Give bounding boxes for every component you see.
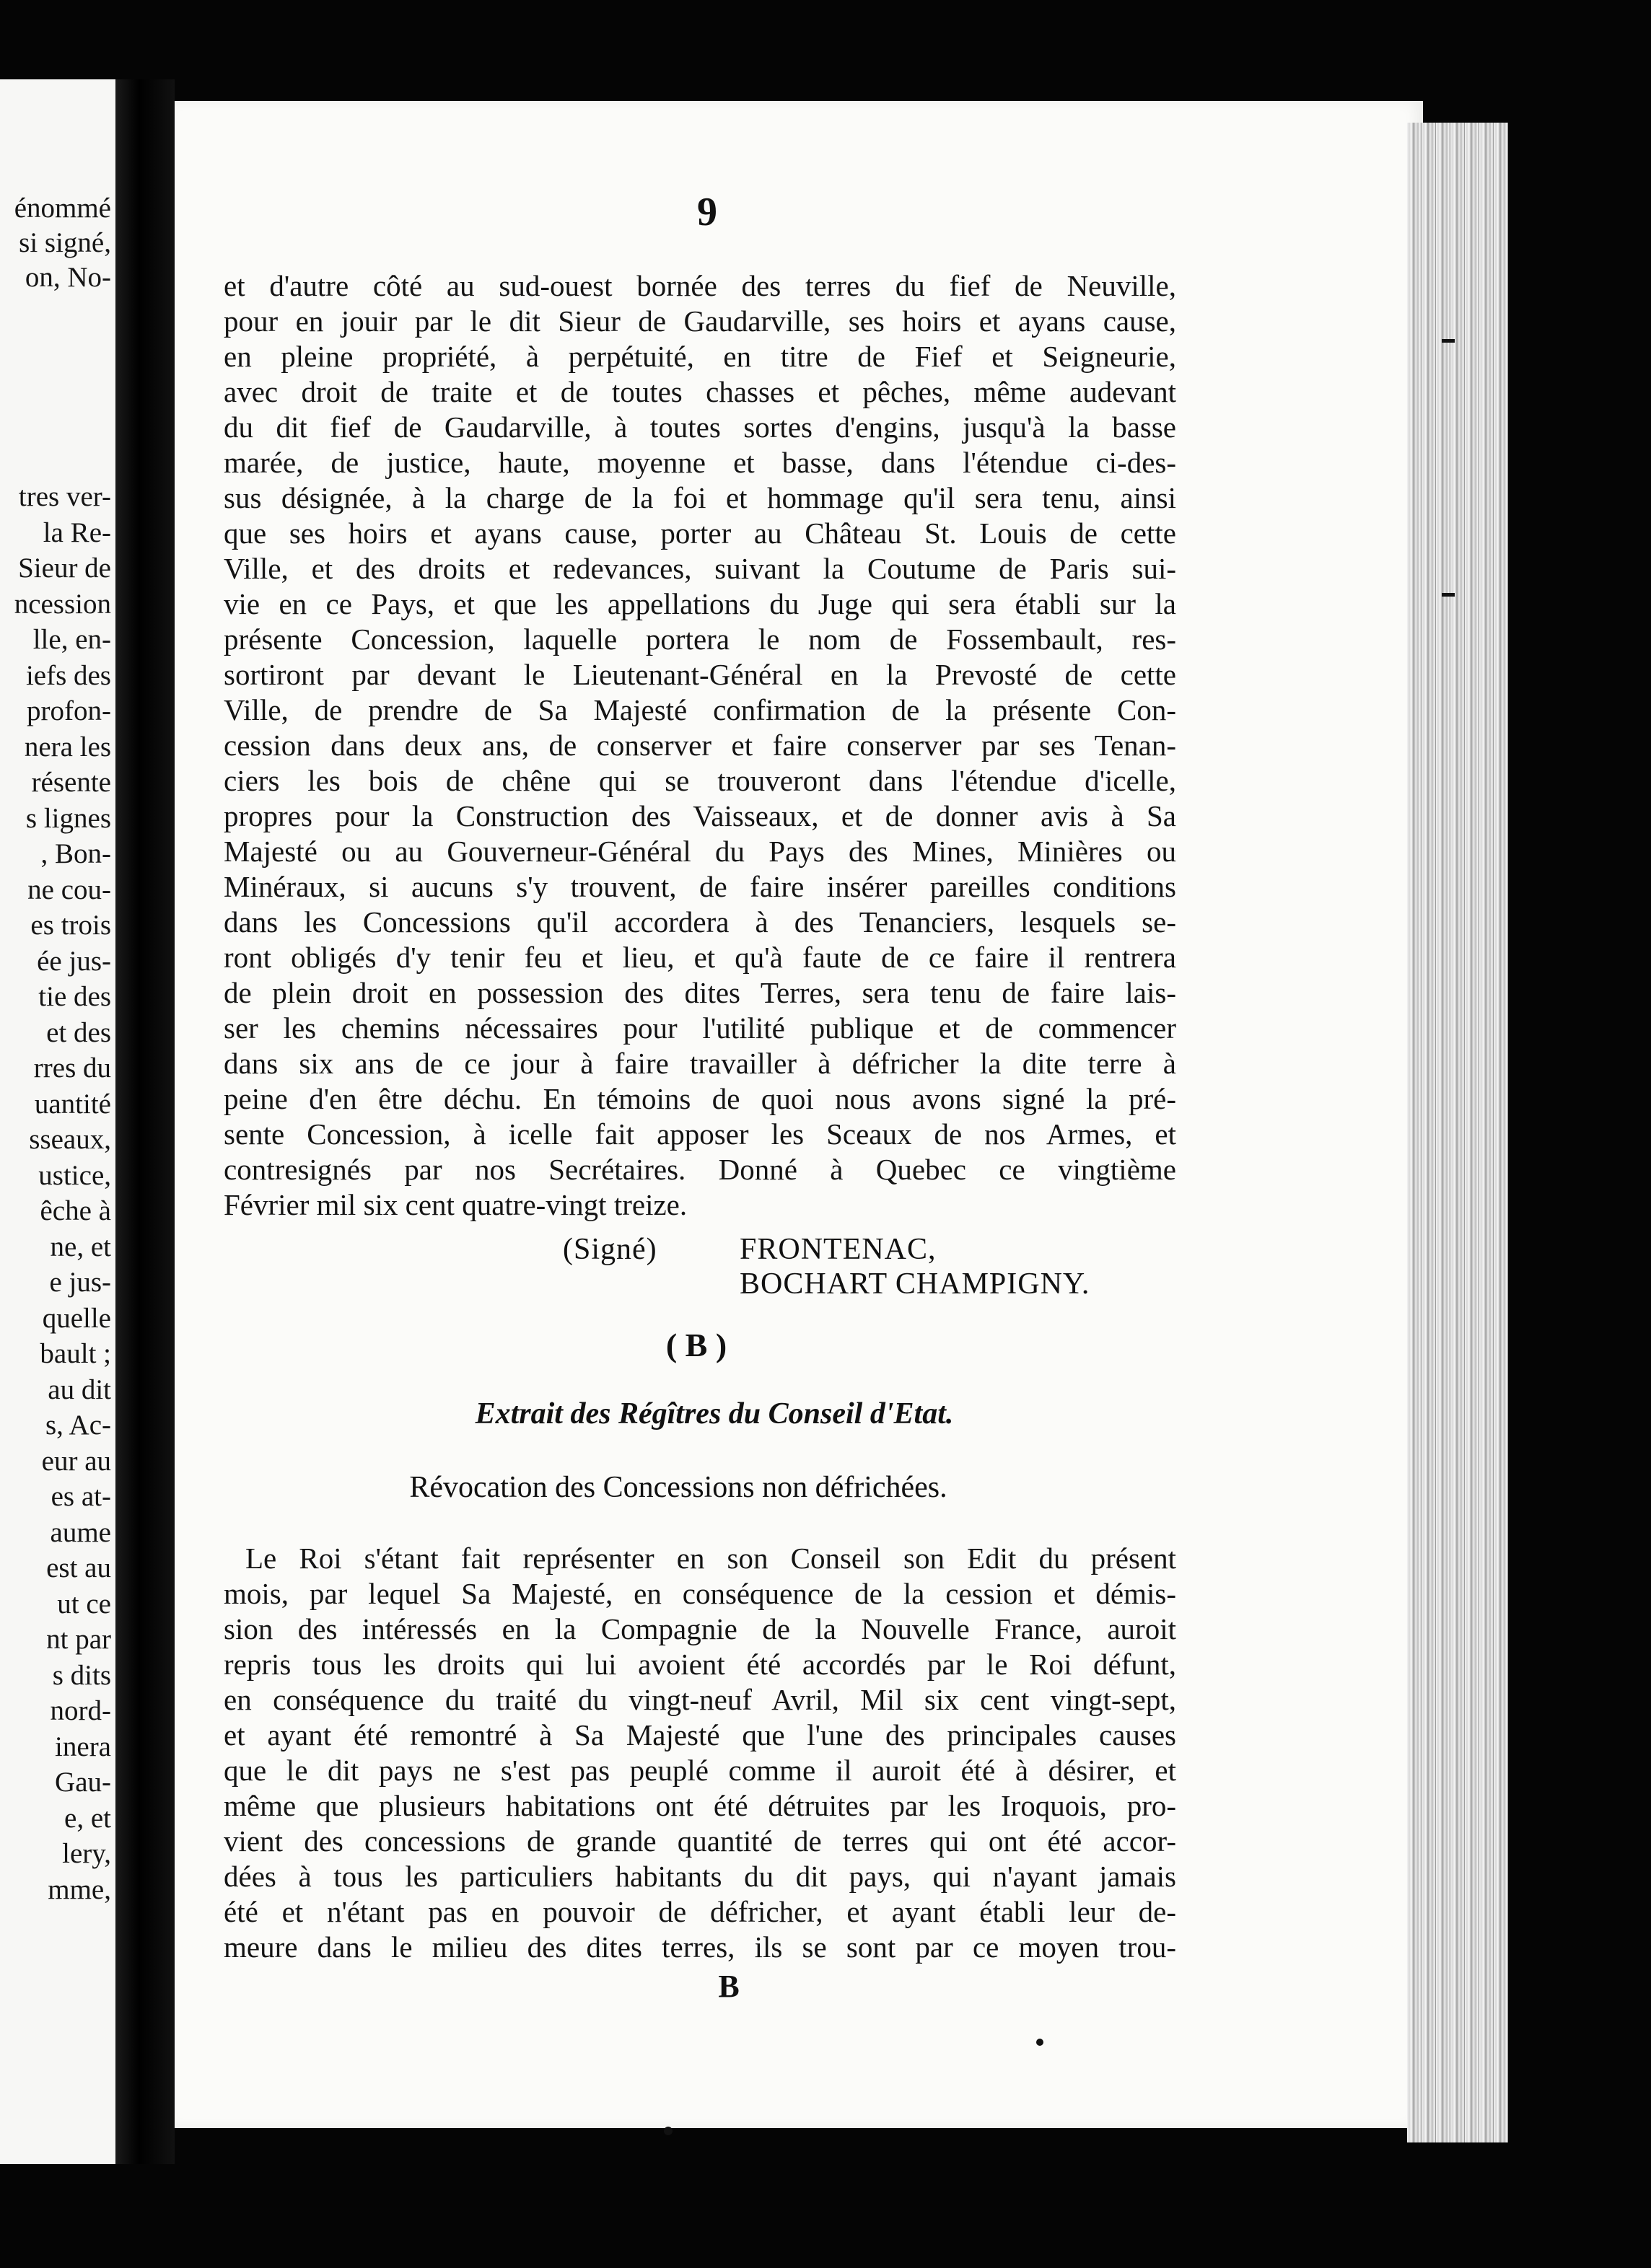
left-page-fragment: tie des [38, 981, 111, 1012]
page-edges [1407, 123, 1508, 2142]
revocation-heading: Révocation des Concessions non défrichées. [409, 1471, 947, 1504]
left-page-fragment: iefs des [25, 659, 111, 691]
page-number: 9 [697, 190, 717, 234]
left-page-fragment: résente [31, 767, 111, 798]
left-page-fragment: s, Ac- [45, 1410, 111, 1441]
left-page-fragment: êche à [40, 1195, 111, 1226]
page-edge-mark [1442, 339, 1455, 343]
page-edge-mark [1442, 593, 1455, 597]
body-line: Février mil six cent quatre-vingt treize. [224, 1188, 688, 1221]
left-page-fragment: e jus- [49, 1267, 111, 1298]
body-line: et d'autre côté au sud-ouest bornée des terres du fief de Neuville, [224, 269, 1176, 302]
body-line: sente Concession, à icelle fait apposer les Sceaux de nos Armes, et [224, 1117, 1176, 1151]
left-page-fragment: Gau- [55, 1767, 111, 1798]
body-line: Ville, de prendre de Sa Majesté confirmation de la présente Con- [224, 693, 1176, 726]
body-line: du dit fief de Gaudarville, à toutes sortes d'engins, jusqu'à la basse [224, 410, 1176, 444]
left-page-fragment: eur au [41, 1445, 111, 1477]
left-page-fragment: profon- [27, 695, 111, 726]
left-page-fragment: sseaux, [29, 1124, 111, 1155]
left-page-fragment: ée jus- [37, 945, 111, 977]
left-page-fragment: es at- [51, 1481, 111, 1512]
body-line: contresignés par nos Secrétaires. Donné à Quebec ce vingtième [224, 1153, 1176, 1186]
left-page-fragment: ut ce [57, 1588, 111, 1619]
second-body-line: mois, par lequel Sa Majesté, en conséquence de la cession et démis- [224, 1577, 1176, 1610]
left-page-fragment: énommé [14, 193, 111, 224]
body-line: propres pour la Construction des Vaisseaux, et de donner avis à Sa [224, 799, 1176, 832]
body-line: marée, de justice, haute, moyenne et basse, dans l'étendue ci-des- [224, 446, 1176, 479]
body-line: dans six ans de ce jour à faire travailler à défricher la dite terre à [224, 1047, 1176, 1080]
extract-heading: Extrait des Régîtres du Conseil d'Etat. [475, 1397, 954, 1430]
left-page-fragment: inera [55, 1731, 111, 1762]
body-line: dans les Concessions qu'il accordera à des Tenanciers, lesquels se- [224, 905, 1176, 939]
signed-label: (Signé) [563, 1233, 657, 1266]
body-line: vie en ce Pays, et que les appellations du Juge qui sera établi sur la [224, 587, 1176, 620]
body-line: peine d'en être déchu. En témoins de quoi nous avons signé la pré- [224, 1082, 1176, 1115]
body-line: ront obligés d'y tenir feu et lieu, et qu'à faute de ce faire il rentrera [224, 941, 1176, 974]
left-page-fragment: nera les [24, 731, 111, 762]
left-page-fragment: nt par [46, 1624, 111, 1655]
left-page-fragment: es trois [30, 910, 111, 941]
left-page-fragment: si signé, [19, 227, 111, 258]
left-page-fragment: lery, [62, 1838, 111, 1869]
second-body-line: Le Roi s'étant fait représenter en son Conseil son Edit du présent [245, 1542, 1176, 1575]
left-page-fragment: mme, [48, 1873, 111, 1905]
left-page-fragment: est au [46, 1552, 111, 1583]
body-line: présente Concession, laquelle portera le nom de Fossembault, res- [224, 623, 1176, 656]
body-line: ciers les bois de chêne qui se trouveront dans l'étendue d'icelle, [224, 764, 1176, 797]
left-page-fragment: bault ; [40, 1338, 111, 1369]
left-page-fragment: au dit [48, 1373, 111, 1405]
left-page-fragment: on, No- [25, 262, 111, 293]
body-line: Majesté ou au Gouverneur-Général du Pays des Mines, Minières ou [224, 835, 1176, 868]
signature-mark: B [718, 1969, 740, 2004]
left-page-fragment: e, et [64, 1802, 111, 1834]
left-page-fragment: Sieur de [18, 553, 111, 584]
second-body-line: en conséquence du traité du vingt-neuf Avril, Mil six cent vingt-sept, [224, 1683, 1176, 1716]
second-body-line: été et n'étant pas en pouvoir de défricher, et ayant établi leur de- [224, 1895, 1176, 1928]
left-page-fragment: aume [50, 1516, 111, 1548]
left-page-fragment: tres ver- [18, 481, 111, 512]
second-body-line: et ayant été remontré à Sa Majesté que l'une des principales causes [224, 1718, 1176, 1751]
second-body-line: vient des concessions de grande quantité de terres qui ont été accor- [224, 1824, 1176, 1858]
body-line: ser les chemins nécessaires pour l'utilité publique et de commencer [224, 1011, 1176, 1045]
left-page-fragment: uantité [34, 1088, 111, 1120]
left-page-fragment: quelle [42, 1302, 111, 1334]
section-mark-b: ( B ) [665, 1327, 727, 1363]
second-body-line: sion des intéressés en la Compagnie de la Nouvelle France, auroit [224, 1612, 1176, 1645]
left-page-fragment: nord- [50, 1695, 111, 1726]
signatory-frontenac: FRONTENAC, [740, 1233, 937, 1266]
left-page-fragment: s dits [52, 1659, 111, 1691]
second-body-line: repris tous les droits qui lui avoient été accordés par le Roi défunt, [224, 1648, 1176, 1681]
signatory-champigny: BOCHART CHAMPIGNY. [740, 1267, 1090, 1301]
second-body-line: dées à tous les particuliers habitants du dit pays, qui n'ayant jamais [224, 1860, 1176, 1893]
left-page-fragment: , Bon- [40, 838, 111, 869]
book-gutter [115, 79, 175, 2164]
left-page-fragment: s lignes [25, 802, 111, 834]
left-page-fragment: et des [46, 1016, 111, 1048]
ink-speck [1036, 2039, 1043, 2046]
left-facing-page [0, 79, 118, 2164]
left-page-fragment: ncession [14, 588, 111, 620]
left-page-fragment: la Re- [43, 517, 111, 548]
ink-speck [664, 2127, 673, 2135]
left-page-fragment: ne, et [50, 1231, 111, 1262]
left-page-fragment: ustice, [38, 1159, 111, 1191]
body-line: Ville, et des droits et redevances, suivant la Coutume de Paris sui- [224, 552, 1176, 585]
body-line: que ses hoirs et ayans cause, porter au Château St. Louis de cette [224, 517, 1176, 550]
second-body-line: même que plusieurs habitations ont été détruites par les Iroquois, pro- [224, 1789, 1176, 1822]
left-page-fragment: rres du [33, 1052, 111, 1084]
second-body-line: meure dans le milieu des dites terres, ils se sont par ce moyen trou- [224, 1930, 1176, 1964]
left-page-fragment: ne cou- [27, 874, 111, 905]
body-line: sortiront par devant le Lieutenant-Général en la Prevosté de cette [224, 658, 1176, 691]
body-line: cession dans deux ans, de conserver et faire conserver par ses Tenan- [224, 729, 1176, 762]
second-body-line: que le dit pays ne s'est pas peuplé comme il auroit été à désirer, et [224, 1754, 1176, 1787]
body-line: sus désignée, à la charge de la foi et hommage qu'il sera tenu, ainsi [224, 481, 1176, 514]
body-line: pour en jouir par le dit Sieur de Gaudarville, ses hoirs et ayans cause, [224, 304, 1176, 338]
body-line: de plein droit en possession des dites Terres, sera tenu de faire lais- [224, 976, 1176, 1009]
body-line: Minéraux, si aucuns s'y trouvent, de faire insérer pareilles conditions [224, 870, 1176, 903]
left-page-fragment: lle, en- [32, 624, 111, 655]
body-line: en pleine propriété, à perpétuité, en titre de Fief et Seigneurie, [224, 340, 1176, 373]
body-line: avec droit de traite et de toutes chasses et pêches, même audevant [224, 375, 1176, 408]
